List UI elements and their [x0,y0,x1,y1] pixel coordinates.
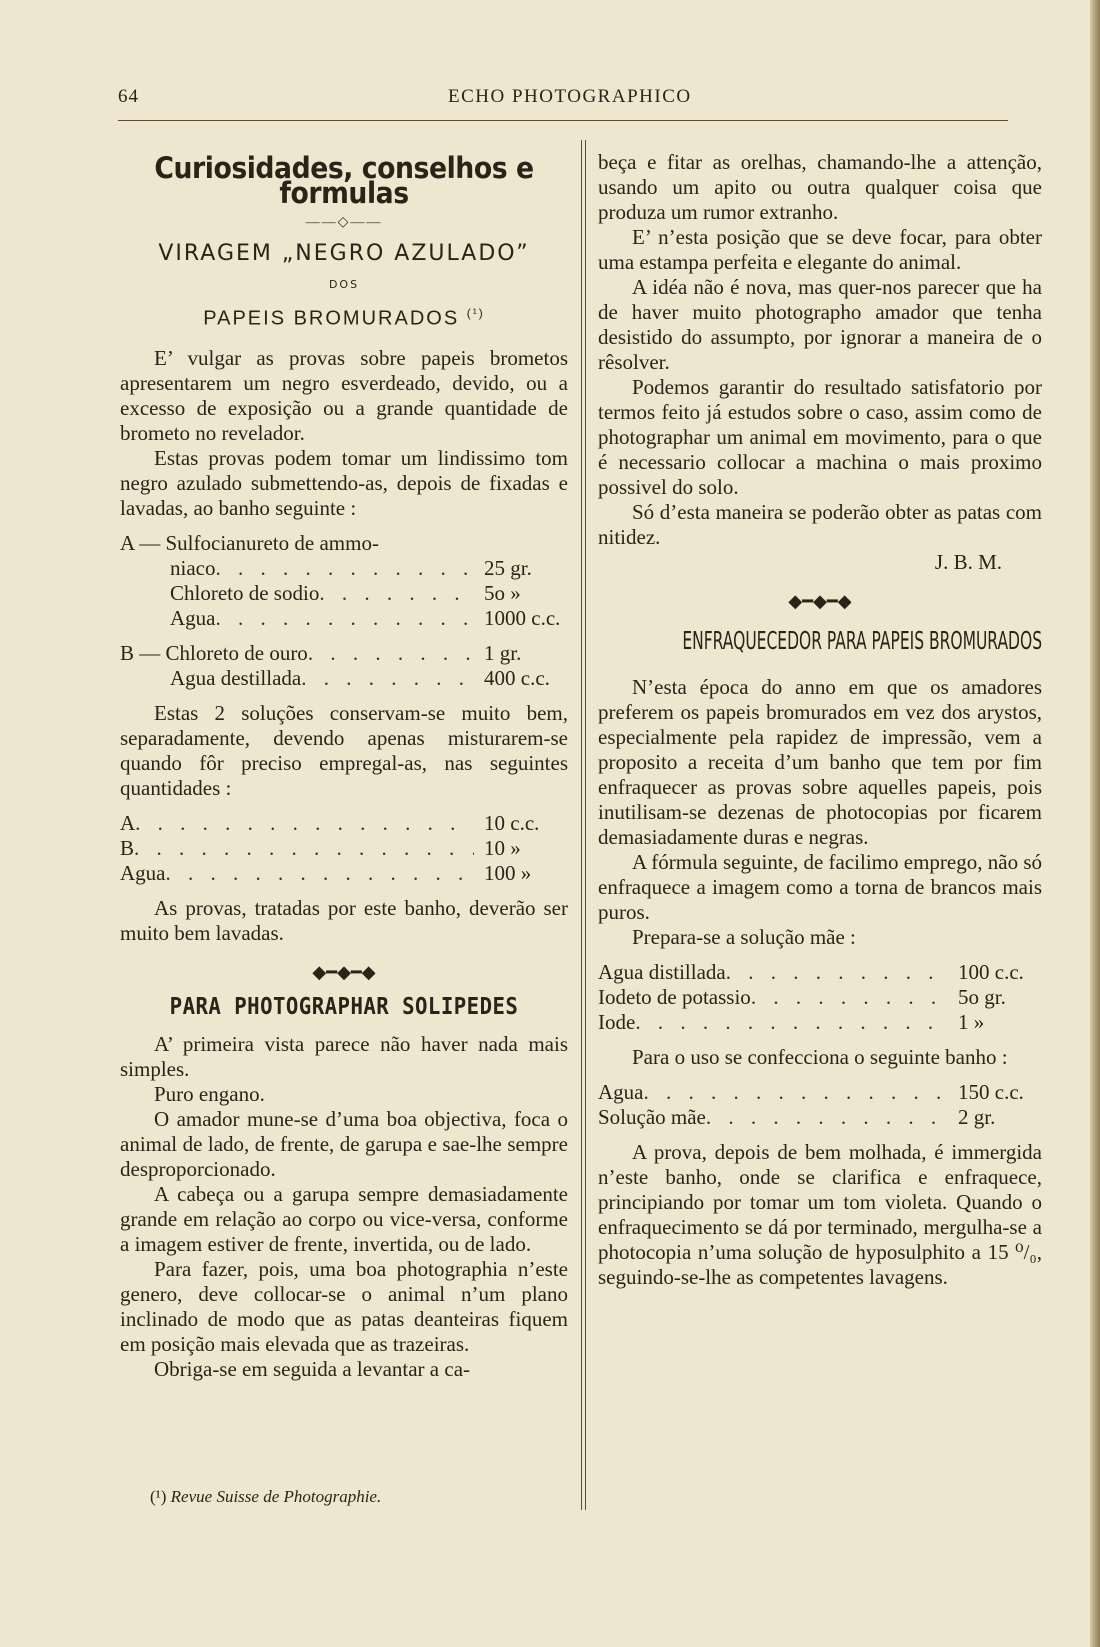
formula-label: Chloreto de sodio [170,580,320,605]
paragraph: Estas provas podem tomar um lindissimo tom negro azulado submettendo-as, depois de fixadas e lavadas, ao banho seguinte : [120,445,568,520]
formula-qty: 1 gr. [484,640,522,665]
article-heading: PARA PHOTOGRAPHAR SOLIPEDES [169,993,519,1020]
paragraph: A fórmula seguinte, de facilimo emprego, não só enfraquece a imagem como a torna de brancos mais puros. [598,850,1042,924]
article-heading: ENFRAQUECEDOR PARA PAPEIS BROMURADOS [682,626,1043,655]
section-title-text: PAPEIS BROMURADOS [203,307,460,330]
formula-label: Solução mãe [598,1105,706,1129]
mix-row [120,861,568,886]
solution-row [598,985,1042,1010]
formula-qty: 5o gr. [958,985,1006,1009]
formula-qty: 10 » [484,835,521,860]
journal-title: ECHO PHOTOGRAPHICO [448,86,692,107]
formula-a-intro [120,531,568,556]
formula-label: Iodeto de potassio [598,985,751,1009]
column-divider [585,140,586,1510]
formula-qty: 2 gr. [958,1105,996,1129]
paragraph: E’ vulgar as provas sobre papeis brometos apresentarem um negro esverdeado, devido, ou a excesso de exposição ou a grande quantidade de brometo no revelador. [120,345,568,445]
section-ornament: ◆━◆━◆ [788,591,852,611]
paragraph: A idéa não é nova, mas quer-nos parecer que ha de haver muito photographo amador que tenha desistido do assumpto, por ignorar a maneira de o rêsolver. [598,275,1042,374]
page-header [118,86,1008,116]
paragraph: Só d’esta maneira se poderão obter as patas com nitidez. [598,500,1042,549]
formula-row [120,581,568,606]
formula-label: B [120,835,135,860]
title-ornament: ——◇—— [305,215,383,230]
formula-row [120,641,568,666]
paragraph: Para fazer, pois, uma boa photographia n’este genero, deve collocar-se o animal n’um plano inclinado de modo que as patas deanteiras fiquem em posição mais elevada que as trazeiras. [120,1256,568,1356]
paragraph: Estas 2 soluções conservam-se muito bem, separadamente, devendo apenas misturarem-se quando fôr preciso empregal-as, nas seguintes quantidades : [120,700,568,800]
header-rule [118,120,1008,121]
formula-label: Agua [598,1080,644,1104]
author-signature: J. B. M. [934,550,1002,574]
paragraph: Para o uso se confecciona o seguinte banho : [632,1045,1008,1069]
main-title: Curiosidades, conselhos e formulas [154,151,534,210]
formula-label: A — Sulfocianureto de ammo- [120,530,379,555]
subtitle-dos: DOS [328,278,360,291]
paragraph: E’ n’esta posição que se deve focar, para obter uma estampa perfeita e elegante do animal. [598,225,1042,274]
footnote-mark: (¹) [150,1487,167,1506]
section-title [120,301,568,332]
page-number: 64 [118,86,139,107]
bath-row [598,1080,1042,1105]
formula-label: Agua [120,860,166,885]
paragraph: O amador mune-se d’uma boa objectiva, foca o animal de lado, de frente, de garupa e sae-lhe sempre desproporcionado. [120,1106,568,1181]
paragraph: Podemos garantir do resultado satisfatorio por termos feito já estudos sobre o caso, assim como de photographar um animal em movimento, para o que é necessario collocar a machina o mais proximo possivel do solo. [598,375,1042,499]
formula-label: Agua [170,605,216,630]
formula-qty: 1000 c.c. [484,605,561,630]
formula-label: Agua distillada [598,960,726,984]
solution-row [598,1010,1042,1035]
paragraph: Obriga-se em seguida a levantar a ca- [154,1356,471,1381]
formula-qty: 150 c.c. [958,1080,1024,1104]
page-edge [1090,0,1100,1647]
footnote [150,1487,570,1507]
formula-qty: 100 » [484,860,532,885]
paragraph: beça e fitar as orelhas, chamando-lhe a attenção, usando um apito ou outra qualquer coisa que produza um rumor extranho. [598,150,1042,224]
paragraph: A prova, depois de bem molhada, é immergida n’este banho, onde se clarifica e enfraquece, principiando por tomar um tom violeta. Quando o enfraquecimento se dá por terminado, mergulha-se a photocopia n’uma solução de hyposulphito a 15 ⁰/₀, seguindo-se-lhe as competentes lavagens. [598,1140,1042,1289]
column-divider [581,140,582,1510]
formula-qty: 10 c.c. [484,810,540,835]
left-column [120,150,568,1382]
formula-label: Agua destillada [170,665,302,690]
paragraph: Puro engano. [154,1081,265,1106]
formula-row [120,666,568,691]
formula-label: B — Chloreto de ouro [120,640,308,665]
subtitle: VIRAGEM „NEGRO AZULADO” [158,241,530,266]
paragraph: N’esta época do anno em que os amadores preferem os papeis bromurados em vez dos arystos, especialmente pela rapidez de impressão, vem a proposito a receita d’um banho que tem por fim enfraquecer as provas sobre aquelles papeis, pois inutilisam-se dezenas de photocopias por ficarem demasiadamente duras e negras. [598,675,1042,849]
formula-label: niaco [170,555,216,580]
right-column [598,150,1042,1290]
bath-row [598,1105,1042,1130]
paragraph: A cabeça ou a garupa sempre demasiadamente grande em relação ao corpo ou vice-versa, conforme a imagem estiver de frente, invertida, ou de lado. [120,1181,568,1256]
formula-qty: 5o » [484,580,521,605]
formula-qty: 25 gr. [484,555,532,580]
footnote-text: Revue Suisse de Photographie. [170,1487,382,1506]
formula-row [120,556,568,581]
footnote-ref: (¹) [466,306,485,320]
mix-row [120,836,568,861]
paragraph: Prepara-se a solução mãe : [632,925,856,949]
formula-qty: 1 » [958,1010,985,1034]
paragraph: A’ primeira vista parece não haver nada mais simples. [120,1031,568,1081]
section-ornament: ◆━◆━◆ [312,961,376,982]
paragraph: As provas, tratadas por este banho, deverão ser muito bem lavadas. [120,895,568,945]
mix-row [120,811,568,836]
formula-qty: 400 c.c. [484,665,550,690]
formula-row [120,606,568,631]
solution-row [598,960,1042,985]
formula-label: A [120,810,136,835]
formula-qty: 100 c.c. [958,960,1024,984]
formula-label: Iode [598,1010,636,1034]
